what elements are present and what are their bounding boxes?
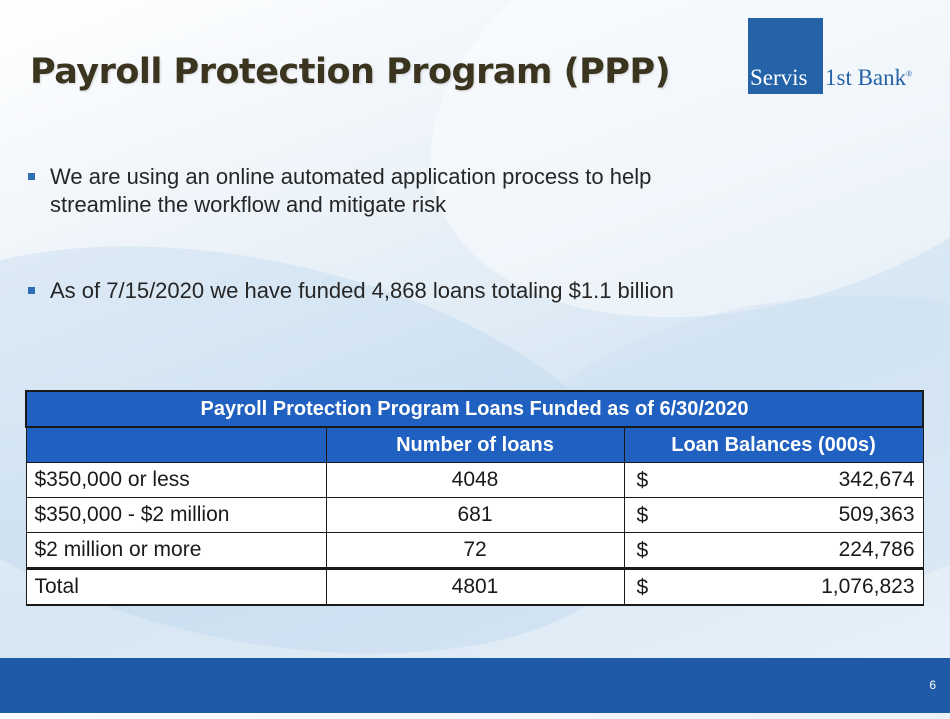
logo-word-servis: Servis bbox=[750, 65, 808, 90]
row-count: 681 bbox=[326, 498, 624, 533]
bullet-item bbox=[26, 163, 746, 219]
slide-title: Payroll Protection Program (PPP) bbox=[30, 52, 671, 92]
table-row bbox=[26, 463, 923, 498]
bullet-item bbox=[26, 277, 746, 305]
row-label: $350,000 - $2 million bbox=[26, 498, 326, 533]
ppp-loans-table bbox=[25, 390, 922, 606]
row-balance-cell bbox=[624, 533, 923, 569]
currency-symbol: $ bbox=[636, 539, 649, 562]
row-balance: 224,786 bbox=[838, 538, 915, 561]
column-header-label bbox=[26, 427, 326, 463]
table-total-row bbox=[26, 569, 923, 606]
total-balance-cell bbox=[624, 569, 923, 606]
row-label: $2 million or more bbox=[26, 533, 326, 569]
row-count: 72 bbox=[326, 533, 624, 569]
row-label: $350,000 or less bbox=[26, 463, 326, 498]
table-row bbox=[26, 533, 923, 569]
bullet-square-icon bbox=[28, 287, 35, 294]
bullet-list bbox=[26, 163, 746, 305]
bullet-square-icon bbox=[28, 173, 35, 180]
footer-band bbox=[0, 658, 950, 713]
bullet-text: As of 7/15/2020 we have funded 4,868 loans totaling $1.1 billion bbox=[50, 278, 674, 303]
currency-symbol: $ bbox=[636, 469, 649, 492]
page-number: 6 bbox=[929, 678, 936, 692]
row-balance: 509,363 bbox=[838, 503, 915, 526]
currency-symbol: $ bbox=[636, 576, 649, 599]
total-count: 4801 bbox=[326, 569, 624, 606]
currency-symbol: $ bbox=[636, 504, 649, 527]
row-balance: 342,674 bbox=[838, 468, 915, 491]
row-balance-cell bbox=[624, 498, 923, 533]
total-balance: 1,076,823 bbox=[821, 575, 915, 598]
row-count: 4048 bbox=[326, 463, 624, 498]
row-balance-cell bbox=[624, 463, 923, 498]
total-label: Total bbox=[26, 569, 326, 606]
table-row bbox=[26, 498, 923, 533]
logo-word-bank: 1st Bank® bbox=[825, 65, 913, 90]
column-header-balance: Loan Balances (000s) bbox=[624, 427, 923, 463]
bullet-text: We are using an online automated application process to help streamline the workflow and mitigate risk bbox=[50, 164, 652, 217]
column-header-count: Number of loans bbox=[326, 427, 624, 463]
servisfirst-logo bbox=[748, 18, 928, 94]
table-title: Payroll Protection Program Loans Funded as of 6/30/2020 bbox=[26, 391, 923, 427]
